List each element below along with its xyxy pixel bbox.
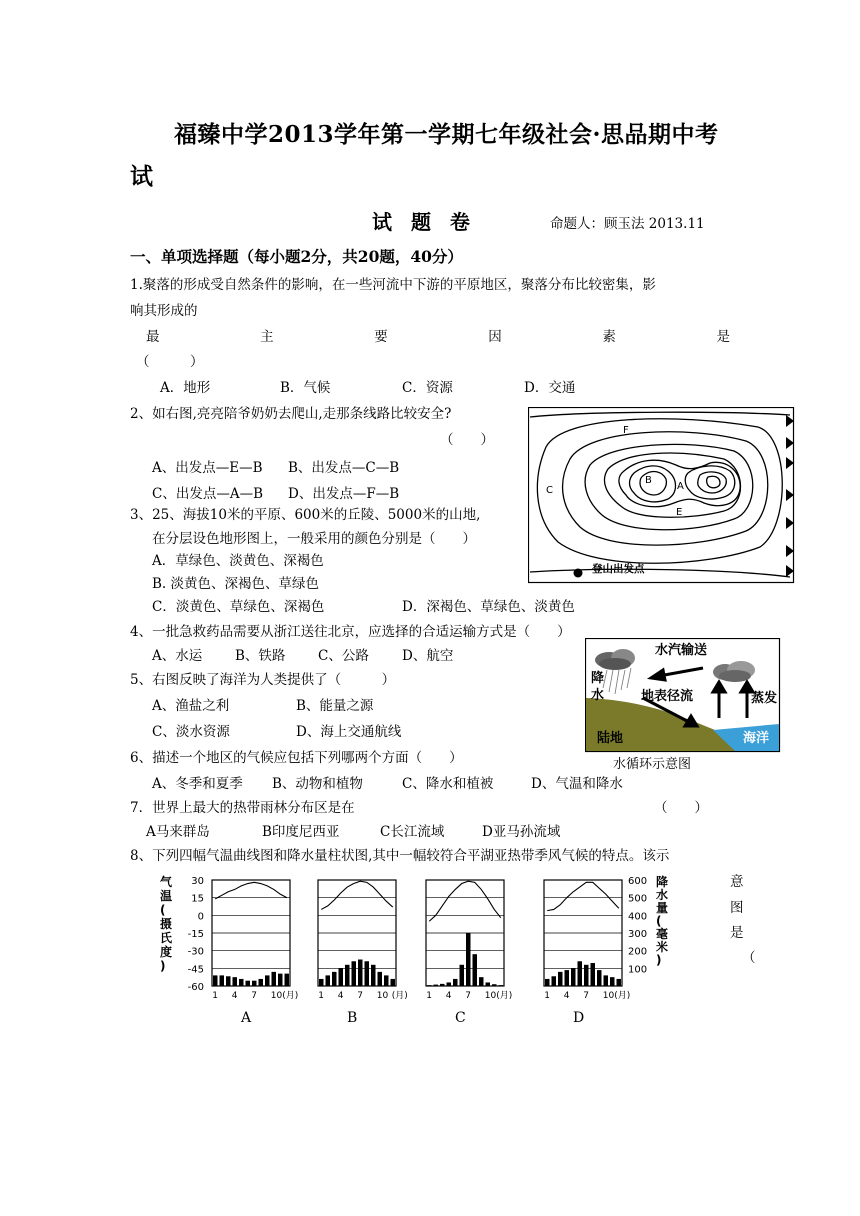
map-label-b: B [645,475,652,486]
x-tick-label: 7 [251,991,257,1001]
x-tick-label: 10 [376,991,389,1001]
q8-side-char: （ [742,950,756,966]
q5-stem: 5、右图反映了海洋为人类提供了（ ） [130,672,396,688]
precip-bar [610,977,615,986]
q8-side-char: 图 [730,900,744,916]
temp-axis-label: 氏 [160,931,173,945]
x-tick-label: (月) [391,991,408,1001]
label-precipitation-1: 降 [591,671,605,686]
temp-tick-label: -30 [187,946,204,958]
temp-axis-label: 温 [160,889,173,903]
precip-axis-label: 米 [656,940,669,954]
label-precipitation-2: 水 [591,688,605,703]
exam-subtitle: 试 题 卷 [372,210,476,234]
section1-heading: 一、单项选择题（每小题2分，共20题，40分） [130,247,463,266]
precip-axis-label: 降 [656,875,669,889]
q3-option-a: A．草绿色、淡黄色、深褐色 [152,553,324,569]
precip-bar [545,979,550,986]
precip-bar [345,965,350,986]
q1-stem-line2: 响其形成的 [130,303,198,319]
q5-option-a: A、渔盐之利 [152,698,230,714]
precip-bar [584,965,589,986]
q1-char: 素 [602,329,616,345]
q8-side-char: 是 [730,925,744,941]
precip-bar [259,979,264,986]
precip-bar [591,963,596,986]
q7-option-d: D亚马孙流域 [482,824,561,840]
x-tick-label: 1 [544,991,550,1001]
q6-option-b: B、动物和植物 [272,776,363,792]
q7-option-c: C长江流域 [380,824,445,840]
temp-axis-label: 摄 [160,917,173,931]
precip-bar [358,960,363,987]
precip-bar [233,977,238,986]
precip-bar [378,972,383,986]
x-tick-label: 1 [212,991,218,1001]
precip-bar [339,968,344,986]
exam-author: 命题人：顾玉法 2013.11 [550,216,705,232]
q3-option-d: D．深褐色、草绿色、淡黄色 [402,599,575,615]
q1-option-d: D．交通 [524,380,576,396]
q6-stem: 6、描述一个地区的气候应包括下列哪两个方面（ ） [130,750,463,766]
x-tick-label: 4 [231,991,238,1001]
exam-title-line1: 福臻中学2013学年第一学期七年级社会·思品期中考 [174,121,719,148]
x-tick-label: 4 [337,991,344,1001]
precip-bar [272,972,277,986]
q1-char: 主 [260,329,274,345]
precip-bar [466,933,471,986]
precip-bar [371,965,376,986]
precip-bar [252,981,257,986]
precip-bar [479,977,484,986]
q5-option-d: D、海上交通航线 [296,724,402,740]
x-tick-label: 7 [465,991,471,1001]
precip-bar [213,975,218,986]
temp-tick-label: -15 [187,929,204,940]
precip-tick-label: 100 [628,964,648,976]
precip-bar [473,954,478,986]
precip-axis-label: 毫 [656,927,669,941]
q1-char: 因 [488,329,502,345]
q2-option-c: C、出发点—A—B [152,486,263,502]
precip-bar [278,974,283,986]
precip-bar [226,976,231,986]
precip-bar [552,976,557,986]
x-tick-label: 1 [318,991,324,1001]
map-label-c: C [546,485,553,496]
q6-option-c: C、降水和植被 [402,776,494,792]
q1-answer-bracket: （ ） [136,354,204,370]
precip-bar [558,972,563,986]
precip-bar [319,979,324,986]
precip-bar [434,985,439,986]
precip-bar [220,975,225,986]
contour-map [528,407,800,585]
precip-bar [617,979,622,986]
q4-option-d: D、航空 [402,648,454,664]
q7-option-a: A马来群岛 [146,824,210,840]
map-label-a: A [677,481,684,492]
q4-option-a: A、水运 [152,648,203,664]
q1-char: 要 [374,329,388,345]
x-tick-label: 7 [583,991,589,1001]
x-tick-label: 10(月) [602,991,631,1001]
precip-bar [384,975,389,986]
q1-stem-line1: 1.聚落的形成受自然条件的影响，在一些河流中下游的平原地区，聚落分布比较密集，影 [130,277,656,293]
q8-side-char: 意 [730,874,744,890]
map-label-e: E [676,507,683,518]
precip-bar [246,981,251,986]
precip-bar [427,985,432,986]
q2-option-b: B、出发点—C—B [288,460,400,476]
precip-bar [352,961,357,986]
precip-bar [453,979,458,986]
q1-option-b: B．气候 [280,380,331,396]
map-start-label: 登山出发点 [592,563,645,575]
temp-axis-label: 度 [160,945,173,959]
q1-option-c: C．资源 [402,380,453,396]
precip-bar [492,984,497,986]
q5-option-c: C、淡水资源 [152,724,230,740]
q3-option-b: B. 淡黄色、深褐色、草绿色 [152,576,320,592]
precip-axis-label: ) [656,953,662,967]
x-tick-label: 10(月) [270,991,299,1001]
q3-stem-line1: 3、25、海拔10米的平原、600米的丘陵、5000米的山地, [130,507,481,523]
precip-bar [440,984,445,986]
precip-bar [499,985,504,986]
precip-bar [391,979,396,986]
q7-stem: 7．世界上最大的热带雨林分布区是在 [130,800,355,816]
label-sea: 海洋 [743,731,770,746]
precip-bar [565,970,570,986]
q4-option-b: B、铁路 [235,648,286,664]
exam-title-line2: 试 [130,163,154,190]
temp-axis-label: ( [160,903,166,917]
precip-bar [486,982,491,986]
q6-option-d: D、气温和降水 [531,776,623,792]
precip-bar [604,975,609,986]
label-vapor-transport: 水汽输送 [655,643,708,658]
q6-option-a: A、冬季和夏季 [152,776,243,792]
climate-charts [160,868,680,1028]
precip-bar [571,968,576,986]
q2-option-a: A、出发点—E—B [152,460,263,476]
chart-label: A [241,1010,252,1026]
x-tick-label: 1 [426,991,432,1001]
water-cycle-caption: 水循环示意图 [613,757,692,772]
q2-answer-bracket: （ ） [440,432,494,448]
q1-char: 最 [146,329,160,345]
temp-tick-label: -60 [187,982,204,993]
q4-stem: 4、一批急救药品需要从浙江送往北京，应选择的合适运输方式是（ ） [130,624,571,640]
precip-tick-label: 500 [628,893,648,905]
precip-bar [597,970,602,986]
q1-option-a: A．地形 [160,380,211,396]
precip-tick-label: 200 [628,946,648,958]
map-label-f: F [623,425,629,436]
q7-option-b: B印度尼西亚 [262,824,340,840]
chart-label: D [573,1010,585,1026]
precip-bar [460,965,465,986]
chart-label: B [347,1010,358,1026]
temp-axis-label: ) [160,959,166,973]
precip-bar [239,979,244,986]
q2-stem: 2、如右图,亮亮陪爷奶奶去爬山,走那条线路比较安全? [130,406,452,422]
precip-bar [326,975,331,986]
temp-tick-label: 30 [191,876,204,887]
temp-tick-label: -45 [187,964,204,976]
x-tick-label: 7 [357,991,363,1001]
precip-bar [365,961,370,986]
temp-tick-label: 15 [191,893,204,905]
q5-option-b: B、能量之源 [296,698,374,714]
precip-bar [578,961,583,986]
x-tick-label: 10(月) [484,991,513,1001]
precip-bar [447,982,452,986]
water-cycle-diagram [585,638,781,774]
x-tick-label: 4 [445,991,452,1001]
precip-axis-label: 量 [656,901,669,915]
precip-bar [332,972,337,986]
q4-option-c: C、公路 [318,648,369,664]
q3-stem-line2: 在分层设色地形图上，一般采用的颜色分别是（ ） [152,531,476,547]
precip-tick-label: 400 [628,911,648,923]
temp-tick-label: 0 [197,911,204,923]
q8-stem: 8、下列四幅气温曲线图和降水量柱状图,其中一幅较符合平湖亚热带季风气候的特点。该示 [130,848,670,864]
chart-label: C [455,1010,466,1026]
temp-axis-label: 气 [160,875,173,889]
precip-axis-label: ( [656,914,662,928]
precip-tick-label: 300 [628,929,648,940]
precip-bar [285,974,290,986]
q7-answer-bracket: （ ） [654,800,708,816]
q2-option-d: D、出发点—F—B [288,486,400,502]
q1-spread-line [146,325,730,345]
q3-option-c: C．淡黄色、草绿色、深褐色 [152,599,325,615]
precip-bar [265,975,270,986]
precip-axis-label: 水 [656,888,669,902]
label-surface-runoff: 地表径流 [641,689,694,704]
x-tick-label: 4 [563,991,570,1001]
start-point-icon [574,569,583,578]
label-evaporation: 蒸发 [751,691,778,706]
precip-tick-label: 600 [628,876,648,887]
q1-char: 是 [716,329,730,345]
label-land: 陆地 [597,731,624,746]
